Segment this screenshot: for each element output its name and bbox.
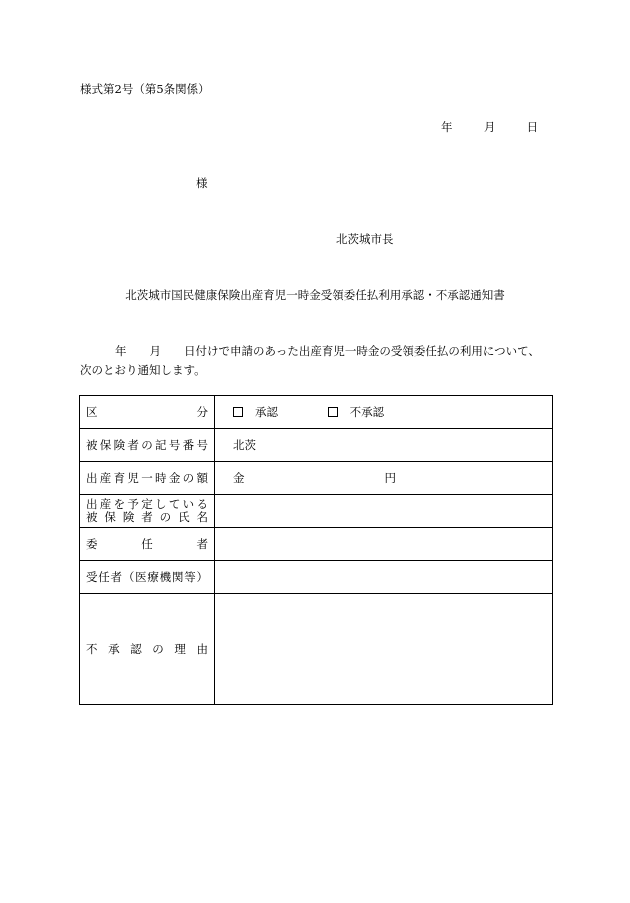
label-category: 区 分 xyxy=(80,396,215,429)
issuer: 北茨城市長 xyxy=(336,232,394,246)
insured-number-field[interactable] xyxy=(215,429,553,462)
insured-name-field[interactable] xyxy=(215,495,553,528)
body-line-1: 年 月 日付けで申請のあった出産育児一時金の受領委任払の利用について、 xyxy=(115,344,540,358)
form-number: 様式第2号（第5条関係） xyxy=(80,82,210,96)
label-insured-name-line2: 被保険者の氏名 xyxy=(86,510,208,524)
approve-label: 承認 xyxy=(255,404,278,419)
label-reason: 不承認の理由 xyxy=(80,594,215,705)
insured-number-prefix: 北茨 xyxy=(233,437,256,452)
delegator-field[interactable] xyxy=(215,528,553,561)
approve-checkbox[interactable] xyxy=(233,407,243,417)
table-row-reason xyxy=(80,594,553,705)
amount-prefix: 金 xyxy=(233,470,245,485)
label-amount: 出産育児一時金の額 xyxy=(80,462,215,495)
body-line-2: 次のとおり通知します。 xyxy=(80,363,206,377)
delegate-field[interactable] xyxy=(215,561,553,594)
table-row-insured-number xyxy=(80,429,553,462)
table-row-insured-name xyxy=(80,495,553,528)
label-delegator: 委 任 者 xyxy=(80,528,215,561)
table-row-delegator xyxy=(80,528,553,561)
addressee: 様 xyxy=(196,176,208,190)
label-insured-name xyxy=(80,495,215,528)
table-row-amount xyxy=(80,462,553,495)
reason-field[interactable] xyxy=(215,594,553,705)
label-insured-number: 被保険者の記号番号 xyxy=(80,429,215,462)
document-title: 北茨城市国民健康保険出産育児一時金受領委任払利用承認・不承認通知書 xyxy=(125,288,505,302)
amount-unit: 円 xyxy=(384,470,396,485)
option-disapprove[interactable] xyxy=(316,406,385,419)
table-row-delegate xyxy=(80,561,553,594)
option-approve[interactable] xyxy=(221,406,278,419)
date-month: 月 xyxy=(483,120,496,134)
date-day: 日 xyxy=(526,120,539,134)
amount-field[interactable] xyxy=(215,462,553,495)
notification-table xyxy=(79,395,553,705)
date-line xyxy=(441,119,538,135)
label-delegate: 受任者（医療機関等） xyxy=(80,561,215,594)
disapprove-label: 不承認 xyxy=(349,404,385,419)
label-insured-name-line1: 出産を予定している xyxy=(86,497,208,511)
table-row-category xyxy=(80,396,553,429)
date-year: 年 xyxy=(441,120,453,134)
disapprove-checkbox[interactable] xyxy=(328,407,338,417)
category-options xyxy=(215,396,553,429)
